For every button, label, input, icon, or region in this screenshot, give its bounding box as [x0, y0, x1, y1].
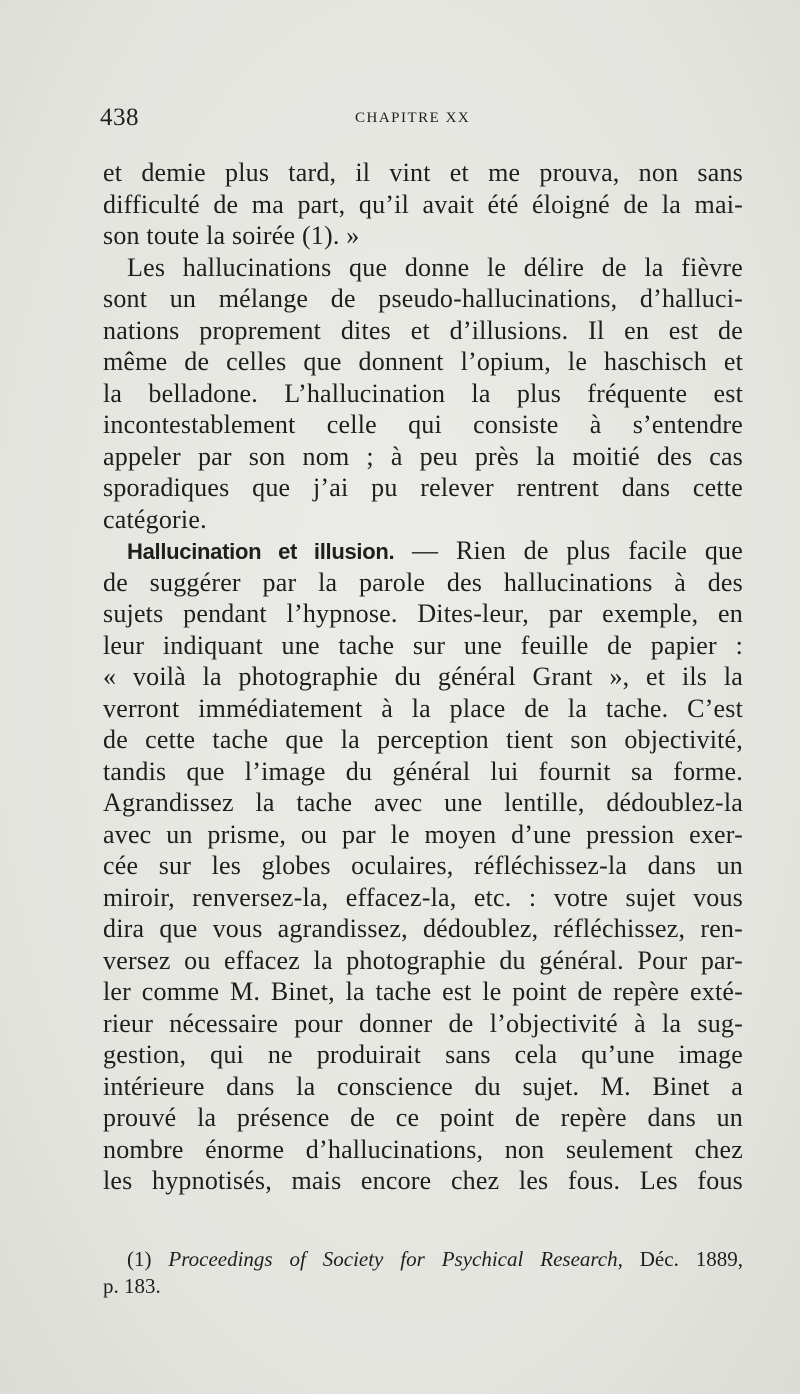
- text-line: de suggérer par la parole des hallucinations à des: [103, 567, 743, 597]
- footnote: [103, 1246, 743, 1300]
- section-heading-rest: — Rien de plus facile que: [394, 536, 743, 565]
- text-line: tandis que l’image du général lui fournit sa forme.: [103, 756, 743, 786]
- text-line: catégorie.: [103, 504, 207, 534]
- text-line: gestion, qui ne produirait sans cela qu’une image: [103, 1040, 743, 1069]
- text-line: même de celles que donnent l’opium, le haschisch et: [103, 347, 743, 376]
- footnote-line: [103, 1246, 743, 1273]
- text-line: appeler par son nom ; à peu près la moitié des cas: [103, 441, 743, 471]
- footnote-page: p. 183.: [103, 1274, 161, 1298]
- text-line: nations proprement dites et d’illusions. Il en est de: [103, 315, 743, 345]
- chapter-title: CHAPITRE XX: [355, 110, 471, 126]
- footnote-source: Proceedings of Society for Psychical Research,: [168, 1247, 623, 1271]
- text-line: intérieure dans la conscience du sujet. M. Binet a: [103, 1071, 743, 1101]
- page-number: 438: [100, 104, 139, 131]
- text-line: les hypnotisés, mais encore chez les fous. Les fous: [103, 1166, 743, 1195]
- footnote-marker: (1): [127, 1247, 169, 1271]
- text-line: prouvé la présence de ce point de repère dans un: [103, 1103, 743, 1132]
- text-line: nombre énorme d’hallucinations, non seulement chez: [103, 1134, 743, 1164]
- text-line: versez ou effacez la photographie du général. Pour par-: [103, 945, 743, 975]
- text-line: sont un mélange de pseudo-hallucinations, d’halluci-: [103, 284, 743, 313]
- footnote-date: Déc. 1889,: [622, 1247, 743, 1271]
- text-line: la belladone. L’hallucination la plus fréquente est: [103, 378, 743, 408]
- text-line: dira que vous agrandissez, dédoublez, réfléchissez, ren-: [103, 914, 743, 943]
- text-line: Les hallucinations que donne le délire de la fièvre: [127, 252, 743, 282]
- text-line: rieur nécessaire pour donner de l’objectivité à la sug-: [103, 1008, 743, 1038]
- section-heading-line: [103, 535, 743, 567]
- text-line: Agrandissez la tache avec une lentille, dédoublez-la: [103, 788, 743, 817]
- text-line: sporadiques que j’ai pu relever rentrent dans cette: [103, 473, 743, 502]
- body-text: [103, 157, 743, 1197]
- text-line: verront immédiatement à la place de la tache. C’est: [103, 693, 743, 723]
- text-line: ler comme M. Binet, la tache est le point de repère exté-: [103, 977, 743, 1006]
- text-line: difficulté de ma part, qu’il avait été éloigné de la mai-: [103, 189, 743, 219]
- text-line: miroir, renversez-la, effacez-la, etc. : votre sujet vous: [103, 882, 743, 912]
- text-line: incontestablement celle qui consiste à s’entendre: [103, 410, 743, 439]
- text-line: son toute la soirée (1). »: [103, 221, 360, 250]
- text-line: avec un prisme, ou par le moyen d’une pression exer-: [103, 819, 743, 849]
- running-header: [100, 104, 745, 136]
- text-line: et demie plus tard, il vint et me prouva, non sans: [103, 158, 743, 187]
- text-line: sujets pendant l’hypnose. Dites-leur, par exemple, en: [103, 599, 743, 628]
- text-line: cée sur les globes oculaires, réfléchissez-la dans un: [103, 851, 743, 880]
- text-line: « voilà la photographie du général Grant », et ils la: [103, 662, 743, 691]
- text-line: leur indiquant une tache sur une feuille de papier :: [103, 630, 743, 660]
- text-line: de cette tache que la perception tient son objectivité,: [103, 725, 743, 754]
- section-heading: Hallucination et illusion.: [127, 539, 395, 564]
